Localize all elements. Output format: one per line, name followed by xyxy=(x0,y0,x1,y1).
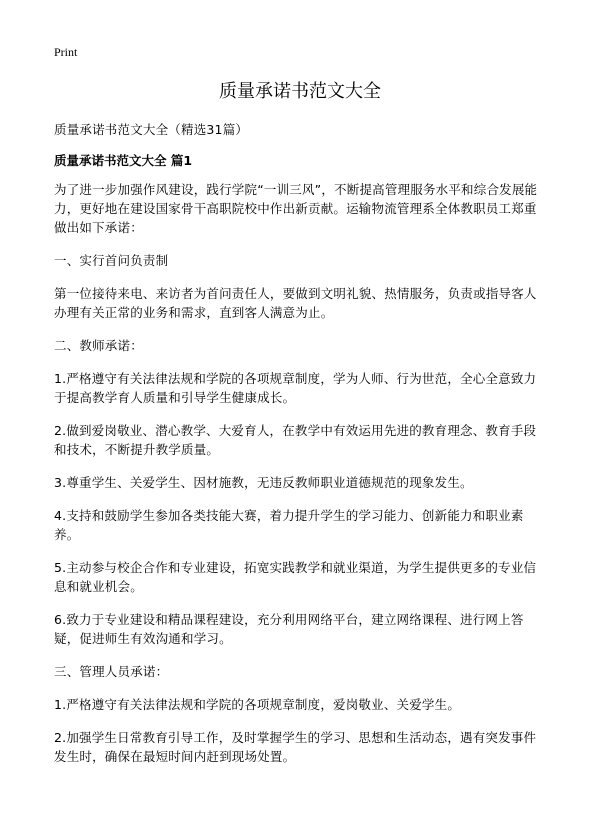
paragraph: 2.加强学生日常教育引导工作，及时掌握学生的学习、思想和生活动态，遇有突发事件发生时，确保在最短时间内赶到现场处置。 xyxy=(54,730,537,764)
paragraph-heading-3: 三、管理人员承诺： xyxy=(54,664,169,679)
paragraph: 1.严格遵守有关法律法规和学院的各项规章制度，爱岗敬业、关爱学生。 xyxy=(54,697,461,712)
document-title: 质量承诺书范文大全 xyxy=(219,81,381,102)
paragraph-heading-1: 一、实行首问负责制 xyxy=(54,253,169,268)
paragraph: 4.支持和鼓励学生参加各类技能大赛，着力提升学生的学习能力、创新能力和职业素养。 xyxy=(54,508,524,542)
paragraph: 6.致力于专业建设和精品课程建设，充分利用网络平台，建立网络课程、进行网上答疑，促进师生有效沟通和学习。 xyxy=(54,612,524,646)
document-body xyxy=(54,120,548,780)
section-heading: 质量承诺书范文大全 篇1 xyxy=(54,153,193,168)
paragraph: 5.主动参与校企合作和专业建设，拓宽实践教学和就业渠道，为学生提供更多的专业信息和就业机会。 xyxy=(54,560,537,594)
paragraph: 1.严格遵守有关法律法规和学院的各项规章制度，学为人师、行为世范，全心全意致力于提高教学育人质量和引导学生健康成长。 xyxy=(54,371,537,405)
paragraph-intro: 为了进一步加强作风建设，践行学院“一训三风”，不断提高管理服务水平和综合发展能力，更好地在建设国家骨干高职院校中作出新贡献。运输物流管理系全体教职员工郑重做出如下承诺： xyxy=(54,182,538,235)
paragraph-heading-2: 二、教师承诺： xyxy=(54,338,143,353)
print-link[interactable]: Print xyxy=(54,45,78,59)
paragraph: 2.做到爱岗敬业、潜心教学、大爱育人，在教学中有效运用先进的教育理念、教育手段和技术，不断提升教学质量。 xyxy=(54,423,537,457)
document-subtitle: 质量承诺书范文大全（精选31篇） xyxy=(54,122,249,137)
paragraph: 3.尊重学生、关爱学生、因材施教，无违反教师职业道德规范的现象发生。 xyxy=(54,475,473,490)
paragraph: 第一位接待来电、来访者为首问责任人，要做到文明礼貌、热情服务，负责或指导客人办理有关正常的业务和需求，直到客人满意为止。 xyxy=(54,286,537,320)
